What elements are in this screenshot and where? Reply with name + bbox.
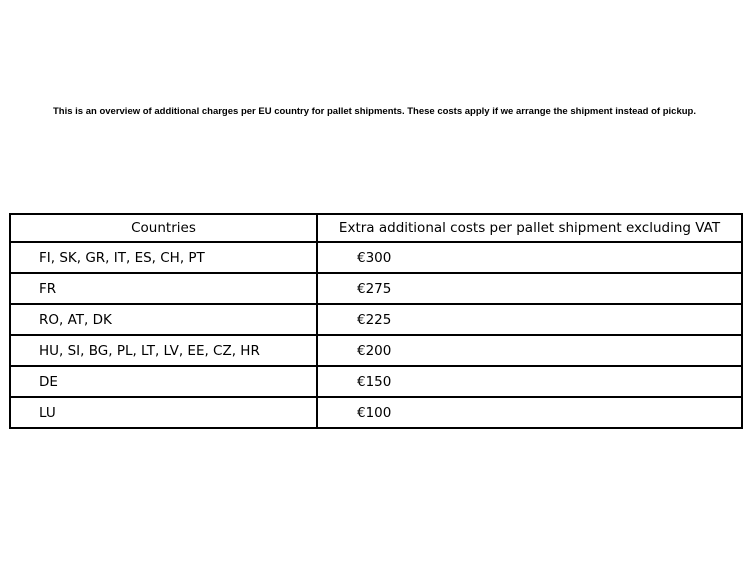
- cost-cell: €225: [317, 304, 742, 335]
- countries-cell: LU: [10, 397, 317, 428]
- table-header-row: [10, 214, 742, 242]
- table-row: [10, 273, 742, 304]
- table-row: [10, 366, 742, 397]
- cost-cell: €150: [317, 366, 742, 397]
- cost-cell: €200: [317, 335, 742, 366]
- table-row: [10, 335, 742, 366]
- column-header-countries: Countries: [10, 214, 317, 242]
- cost-cell: €100: [317, 397, 742, 428]
- countries-cell: FR: [10, 273, 317, 304]
- table-row: [10, 242, 742, 273]
- countries-cell: DE: [10, 366, 317, 397]
- intro-text: This is an overview of additional charges per EU country for pallet shipments. These costs apply if we arrange the shipment instead of pickup.: [53, 106, 696, 117]
- countries-cell: FI, SK, GR, IT, ES, CH, PT: [10, 242, 317, 273]
- column-header-costs: Extra additional costs per pallet shipment excluding VAT: [317, 214, 742, 242]
- countries-cell: HU, SI, BG, PL, LT, LV, EE, CZ, HR: [10, 335, 317, 366]
- costs-table: [9, 213, 743, 429]
- table-row: [10, 397, 742, 428]
- cost-cell: €275: [317, 273, 742, 304]
- countries-cell: RO, AT, DK: [10, 304, 317, 335]
- table-row: [10, 304, 742, 335]
- cost-cell: €300: [317, 242, 742, 273]
